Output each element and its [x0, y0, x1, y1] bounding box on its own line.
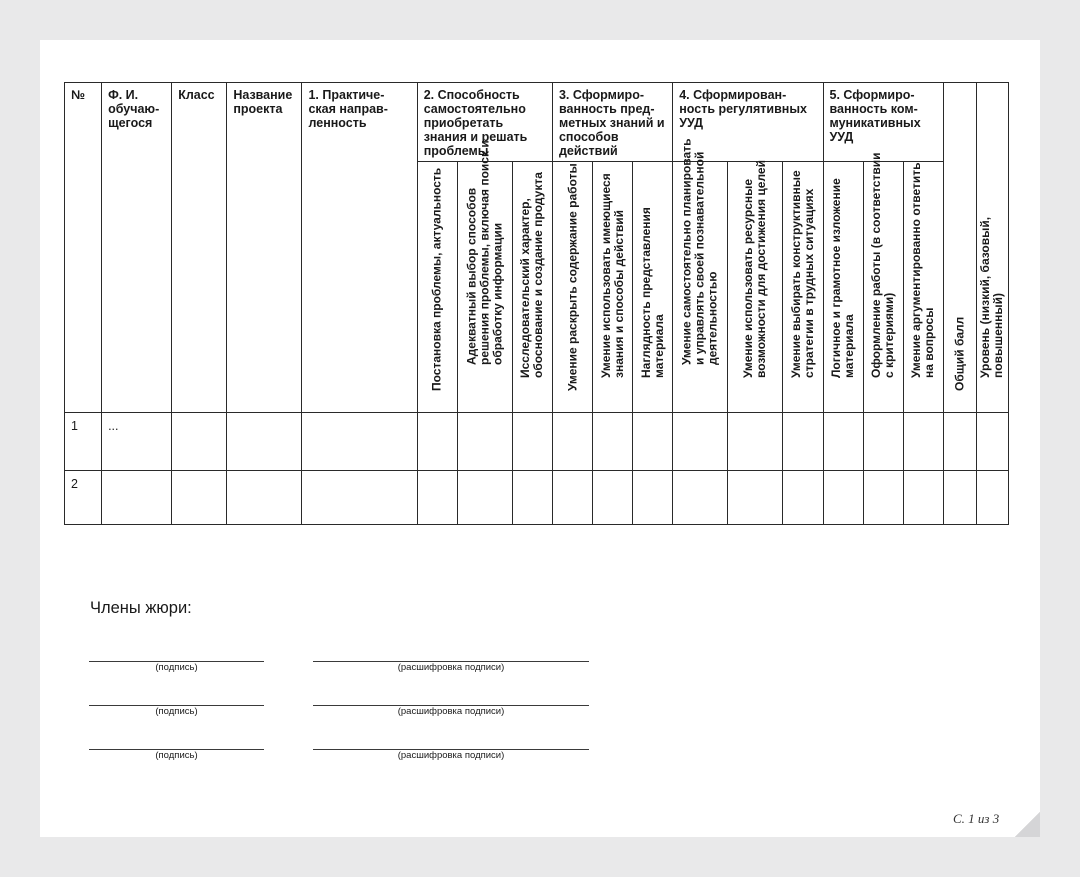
criterion-label: Умение раскрыть содержание работы [565, 163, 580, 391]
table-cell[interactable] [976, 413, 1008, 471]
criterion-header [673, 138, 728, 413]
criterion-label: Адекватный выбор способов решения проблемы, включая поиск и обработку информации [464, 140, 505, 365]
signature-decode-caption: (расшифровка подписи) [397, 662, 505, 673]
table-cell[interactable] [172, 413, 227, 471]
header-group-3: 3. Сформиро-ванность пред-метных знаний и способов действий [552, 83, 672, 162]
criterion-label: Логичное и грамотное изложение материала [829, 178, 857, 378]
table-cell[interactable] [512, 413, 552, 471]
table-cell[interactable] [728, 413, 783, 471]
header-number: № [65, 83, 102, 413]
table-cell[interactable] [227, 413, 302, 471]
table-row [65, 471, 1009, 525]
criterion-header [633, 162, 673, 413]
criterion-header [863, 152, 903, 413]
table-cell[interactable] [976, 471, 1008, 525]
table-cell[interactable] [903, 471, 943, 525]
criterion-header [903, 162, 943, 413]
criterion-header [552, 162, 592, 413]
criterion-header [823, 162, 863, 413]
header-practical-orientation: 1. Практиче-ская направ-ленность [302, 83, 417, 413]
header-level [976, 83, 1008, 413]
table-cell[interactable] [783, 413, 823, 471]
table-cell[interactable] [633, 413, 673, 471]
signature-decode-caption: (расшифровка подписи) [397, 750, 505, 761]
row-number: 2 [65, 471, 102, 525]
table-cell[interactable] [633, 471, 673, 525]
table-cell[interactable] [863, 413, 903, 471]
page-number: С. 1 из 3 [953, 811, 1000, 826]
header-level-label: Уровень (низкий, базовый, повышенный) [978, 216, 1006, 378]
header-total-score [943, 83, 976, 413]
criterion-label: Оформление работы (в соответствии с критериями) [869, 152, 897, 378]
table-cell[interactable] [457, 413, 512, 471]
header-student-name: Ф. И. обучаю-щегося [102, 83, 172, 413]
criterion-header [783, 162, 823, 413]
row-number: 1 [65, 413, 102, 471]
signature-caption: (подпись) [155, 662, 198, 673]
table-cell[interactable] [302, 413, 417, 471]
criterion-header [417, 162, 457, 413]
table-cell[interactable] [783, 471, 823, 525]
table-cell[interactable] [227, 471, 302, 525]
signature-caption: (подпись) [155, 706, 198, 717]
page-curl-decoration [1015, 812, 1040, 837]
evaluation-table [64, 82, 1009, 525]
table-cell[interactable] [593, 471, 633, 525]
criterion-label: Умение выбирать конструктивные стратегии в трудных ситуациях [788, 170, 816, 378]
header-total-score-label: Общий балл [952, 316, 967, 391]
table-cell[interactable] [417, 413, 457, 471]
table-cell[interactable] [302, 471, 417, 525]
table-cell[interactable] [172, 471, 227, 525]
table-cell[interactable] [823, 413, 863, 471]
row-student-name[interactable] [102, 471, 172, 525]
header-class: Класс [172, 83, 227, 413]
table-cell[interactable] [903, 413, 943, 471]
criterion-label: Умение самостоятельно планировать и управлять своей познавательной деятельностью [679, 138, 720, 365]
signature-decode-caption: (расшифровка подписи) [397, 706, 505, 717]
criterion-header [593, 162, 633, 413]
criterion-header [512, 162, 552, 413]
table-cell[interactable] [552, 413, 592, 471]
table-cell[interactable] [593, 413, 633, 471]
signature-caption: (подпись) [155, 750, 198, 761]
header-group-4: 4. Сформирован-ность регулятивных УУД [673, 83, 823, 162]
header-group-2: 2. Способность самостоятельно приобретать знания и решать проблемы [417, 83, 552, 162]
table-cell[interactable] [673, 413, 728, 471]
criterion-label: Умение использовать ресурсные возможности для достижения целей [741, 160, 769, 378]
table-cell[interactable] [943, 413, 976, 471]
jury-title: Члены жюри: [90, 599, 192, 617]
criterion-header [728, 162, 783, 413]
table-cell[interactable] [512, 471, 552, 525]
table-cell[interactable] [943, 471, 976, 525]
header-project-name: Название проекта [227, 83, 302, 413]
table-cell[interactable] [728, 471, 783, 525]
criterion-label: Постановка проблемы, актуальность [429, 167, 444, 391]
table-cell[interactable] [863, 471, 903, 525]
document-page [40, 40, 1040, 837]
table-cell[interactable] [823, 471, 863, 525]
criterion-label: Наглядность представления материала [638, 207, 666, 378]
table-cell[interactable] [673, 471, 728, 525]
criterion-label: Умение использовать имеющиеся знания и способы действий [598, 173, 626, 378]
table-row [65, 413, 1009, 471]
table-cell[interactable] [417, 471, 457, 525]
criterion-header [457, 140, 512, 413]
header-group-5: 5. Сформиро-ванность ком-муникативных УУД [823, 83, 943, 162]
criterion-label: Исследовательский характер, обоснование и создание продукта [518, 172, 546, 378]
table-cell[interactable] [552, 471, 592, 525]
table-cell[interactable] [457, 471, 512, 525]
criterion-label: Умение аргументированно ответить на вопросы [909, 162, 937, 378]
row-student-name[interactable]: ... [102, 413, 172, 471]
